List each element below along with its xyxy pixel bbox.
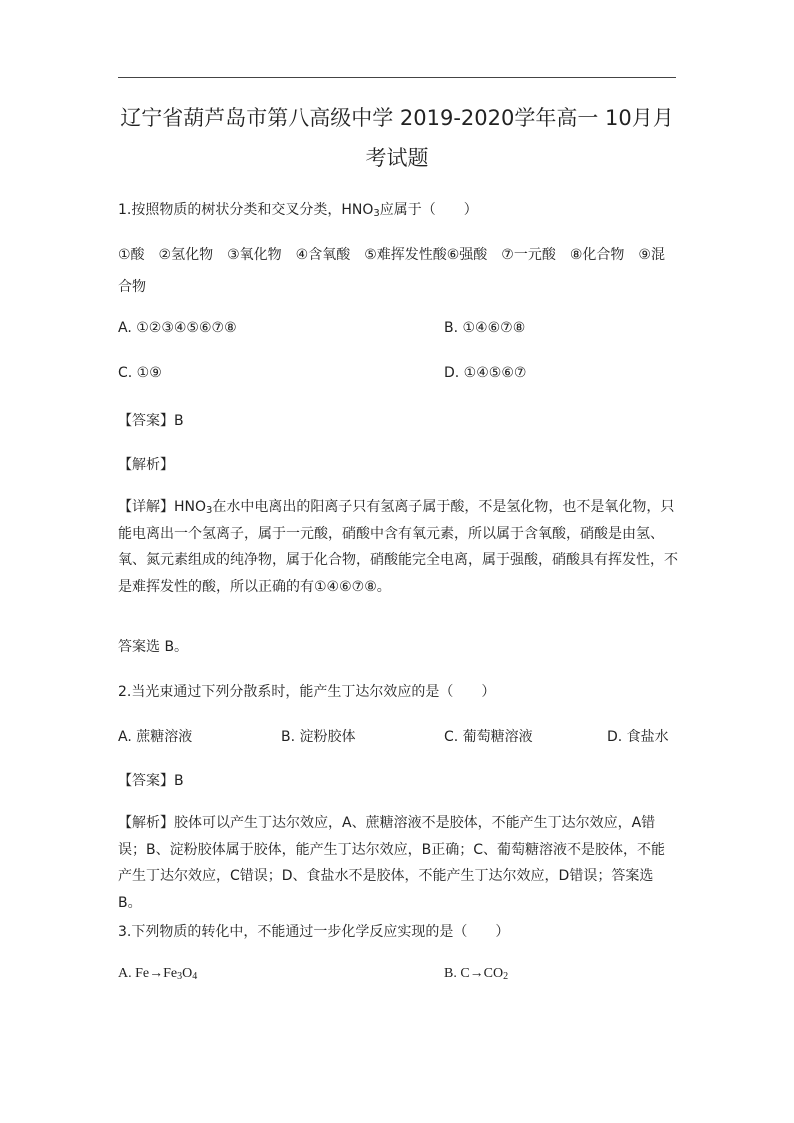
q3-option-b: B. $C\to CO_2$ [444, 966, 509, 982]
q1-stem: 1.按照物质的树状分类和交叉分类，$HNO_3$应属于（ ） [118, 202, 478, 219]
q1-choices-line-1: ①酸 ②氢化物 ③氧化物 ④含氧酸 ⑤难挥发性酸⑥强酸 ⑦一元酸 ⑧化合物 ⑨混 [118, 247, 665, 263]
q2-stem: 2.当光束通过下列分散系时，能产生丁达尔效应的是（ ） [118, 684, 496, 700]
q1-option-c: C. ①⑨ [118, 365, 162, 381]
q1-conclusion: 答案选 B。 [118, 639, 189, 655]
title-line-2: 考试题 [365, 146, 429, 170]
page-title [118, 98, 676, 178]
q1-option-a: A. ①②③④⑤⑥⑦⑧ [118, 320, 237, 336]
q1-option-b: B. ①④⑥⑦⑧ [444, 320, 526, 336]
header-rule [118, 77, 676, 78]
q1-analysis-label: 【解析】 [118, 457, 174, 473]
q1-option-d: D. ①④⑤⑥⑦ [444, 365, 527, 381]
q2-analysis-paragraph: 【解析】胶体可以产生丁达尔效应，A、蔗糖溶液不是胶体，不能产生丁达尔效应，A错误；B、淀粉胶体属于胶体，能产生丁达尔效应，B正确；C、葡萄糖溶液不是胶体，不能产生丁达尔效应，C错误；D、食盐水不是胶体，不能产生丁达尔效应，D错误；答案选 B。 [118, 815, 665, 911]
q1-detail-paragraph: 【详解】$HNO_3$在水中电离出的阳离子只有氢离子属于酸，不是氢化物，也不是氧化物，只能电离出一个氢离子，属于一元酸，硝酸中含有氧元素，所以属于含氧酸，硝酸是由氢、氧、氮元素组成的纯净物，属于化合物，硝酸能完全电离，属于强酸，硝酸具有挥发性，不是难挥发性的酸，所以正确的有①④⑥⑦⑧。 [118, 499, 678, 595]
q2-option-d: D. 食盐水 [607, 729, 669, 745]
q1-choices-line-2: 合物 [118, 279, 146, 295]
q2-option-c: C. 葡萄糖溶液 [444, 729, 533, 745]
q2-option-b: B. 淀粉胶体 [281, 729, 356, 745]
q3-stem: 3.下列物质的转化中，不能通过一步化学反应实现的是（ ） [118, 924, 510, 940]
q2-answer: 【答案】B [118, 773, 184, 789]
q3-option-a: A. $Fe\to Fe_3O_4$ [118, 966, 198, 982]
q2-option-a: A. 蔗糖溶液 [118, 729, 193, 745]
title-line-1: 辽宁省葫芦岛市第八高级中学 2019-2020学年高一 10月月 [120, 106, 674, 130]
q1-answer: 【答案】B [118, 413, 184, 429]
